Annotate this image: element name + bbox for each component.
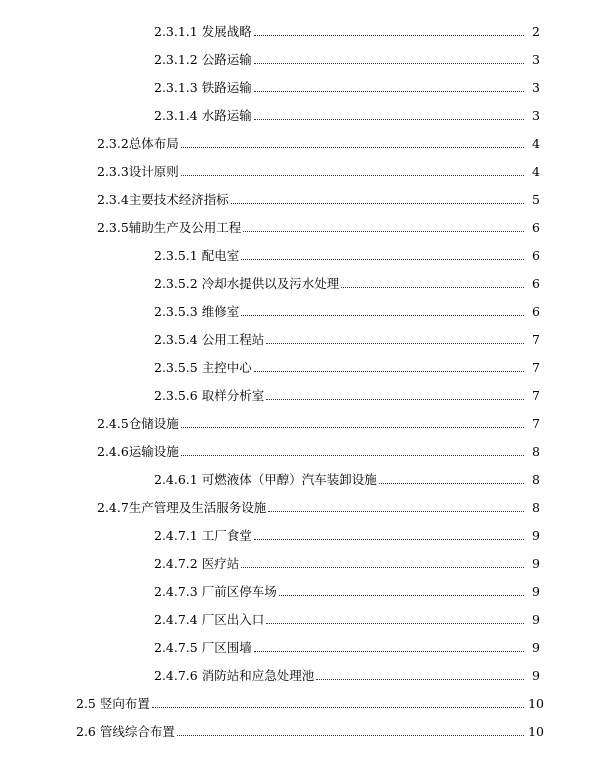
toc-entry-page: 6 xyxy=(532,220,540,235)
toc-entry-2-3-1-1[interactable] xyxy=(154,20,540,40)
dot-leader xyxy=(266,623,524,624)
toc-entry-page: 3 xyxy=(532,52,540,67)
toc-entry-2-3-5-1[interactable] xyxy=(154,244,540,264)
toc-entry-title: 2.4.7.4 厂区出入口 xyxy=(154,612,265,627)
toc-entry-title: 2.4.7.1 工厂食堂 xyxy=(154,528,252,543)
toc-entry-title: 2.3.3设计原则 xyxy=(97,164,179,179)
toc-entry-2-3-3[interactable] xyxy=(97,160,540,180)
toc-entry-page: 7 xyxy=(532,416,540,431)
dot-leader xyxy=(266,343,524,344)
dot-leader xyxy=(181,427,524,428)
toc-entry-2-3-4[interactable] xyxy=(97,188,540,208)
toc-entry-page: 6 xyxy=(532,276,540,291)
toc-entry-2-3-5-2[interactable] xyxy=(154,272,540,292)
toc-entry-page: 4 xyxy=(532,136,540,151)
toc-entry-title: 2.3.5.3 维修室 xyxy=(154,304,240,319)
dot-leader xyxy=(266,399,524,400)
dot-leader xyxy=(254,63,524,64)
toc-entry-page: 7 xyxy=(532,388,540,403)
toc-entry-page: 9 xyxy=(532,528,540,543)
toc-entry-page: 8 xyxy=(532,500,540,515)
toc-entry-title: 2.3.5.4 公用工程站 xyxy=(154,332,265,347)
dot-leader xyxy=(341,287,524,288)
toc-entry-page: 5 xyxy=(532,192,540,207)
toc-entry-title: 2.3.5.2 冷却水提供以及污水处理 xyxy=(154,276,340,291)
toc-entry-2-4-7-1[interactable] xyxy=(154,524,540,544)
toc-entry-title: 2.4.6.1 可燃液体（甲醇）汽车装卸设施 xyxy=(154,472,377,487)
dot-leader xyxy=(181,455,524,456)
toc-entry-page: 6 xyxy=(532,304,540,319)
toc-entry-title: 2.4.6运输设施 xyxy=(97,444,179,459)
toc-entry-2-3-5[interactable] xyxy=(97,216,540,236)
toc-entry-title: 2.3.5辅助生产及公用工程 xyxy=(97,220,242,235)
toc-entry-title: 2.4.7生产管理及生活服务设施 xyxy=(97,500,267,515)
toc-entry-2-4-7[interactable] xyxy=(97,496,540,516)
toc-entry-page: 9 xyxy=(532,584,540,599)
toc-entry-title: 2.4.5仓储设施 xyxy=(97,416,179,431)
toc-entry-title: 2.3.2总体布局 xyxy=(97,136,179,151)
dot-leader xyxy=(254,119,524,120)
toc-entry-2-4-6-1[interactable] xyxy=(154,468,540,488)
toc-entry-title: 2.3.5.1 配电室 xyxy=(154,248,240,263)
toc-entry-title: 2.3.1.4 水路运输 xyxy=(154,108,252,123)
toc-entry-2-3-5-6[interactable] xyxy=(154,384,540,404)
dot-leader xyxy=(254,371,524,372)
toc-entry-2-3-1-3[interactable] xyxy=(154,76,540,96)
dot-leader xyxy=(241,315,524,316)
dot-leader xyxy=(268,511,524,512)
toc-entry-title: 2.5 竖向布置 xyxy=(76,696,150,711)
dot-leader xyxy=(254,91,524,92)
dot-leader xyxy=(181,147,524,148)
toc-entry-title: 2.4.7.3 厂前区停车场 xyxy=(154,584,277,599)
toc-entry-2-3-5-3[interactable] xyxy=(154,300,540,320)
toc-entry-page: 2 xyxy=(532,24,540,39)
dot-leader xyxy=(152,707,524,708)
toc-entry-page: 9 xyxy=(532,668,540,683)
toc-entry-page: 7 xyxy=(532,332,540,347)
toc-entry-page: 3 xyxy=(532,80,540,95)
toc-entry-title: 2.3.5.6 取样分析室 xyxy=(154,388,265,403)
toc-entry-title: 2.3.1.2 公路运输 xyxy=(154,52,252,67)
toc-entry-page: 10 xyxy=(528,696,544,711)
toc-entry-2-4-7-4[interactable] xyxy=(154,608,540,628)
toc-entry-page: 8 xyxy=(532,472,540,487)
toc-entry-title: 2.3.1.3 铁路运输 xyxy=(154,80,252,95)
toc-entry-page: 4 xyxy=(532,164,540,179)
toc-entry-2-4-7-5[interactable] xyxy=(154,636,540,656)
toc-entry-2-3-5-4[interactable] xyxy=(154,328,540,348)
dot-leader xyxy=(181,175,524,176)
toc-entry-page: 8 xyxy=(532,444,540,459)
toc-entry-page: 3 xyxy=(532,108,540,123)
dot-leader xyxy=(254,539,524,540)
toc-entry-2-4-5[interactable] xyxy=(97,412,540,432)
dot-leader xyxy=(177,735,524,736)
toc-entry-page: 9 xyxy=(532,556,540,571)
toc-entry-page: 6 xyxy=(532,248,540,263)
dot-leader xyxy=(254,35,524,36)
toc-entry-2-4-7-2[interactable] xyxy=(154,552,540,572)
toc-entry-title: 2.3.5.5 主控中心 xyxy=(154,360,252,375)
toc-entry-2-4-7-6[interactable] xyxy=(154,664,540,684)
toc-entry-2-4-6[interactable] xyxy=(97,440,540,460)
toc-entry-2-3-1-2[interactable] xyxy=(154,48,540,68)
toc-entry-title: 2.3.1.1 发展战略 xyxy=(154,24,252,39)
dot-leader xyxy=(254,651,524,652)
toc-entry-2-4-7-3[interactable] xyxy=(154,580,540,600)
dot-leader xyxy=(316,679,524,680)
toc-entry-2-3-1-4[interactable] xyxy=(154,104,540,124)
toc-entry-title: 2.4.7.5 厂区围墙 xyxy=(154,640,252,655)
dot-leader xyxy=(231,203,524,204)
toc-entry-title: 2.4.7.6 消防站和应急处理池 xyxy=(154,668,315,683)
toc-entry-page: 9 xyxy=(532,612,540,627)
toc-entry-page: 10 xyxy=(528,724,544,739)
dot-leader xyxy=(241,567,524,568)
toc-entry-title: 2.3.4主要技术经济指标 xyxy=(97,192,229,207)
toc-entry-title: 2.4.7.2 医疗站 xyxy=(154,556,240,571)
dot-leader xyxy=(279,595,524,596)
toc-entry-2-3-5-5[interactable] xyxy=(154,356,540,376)
toc-entry-page: 7 xyxy=(532,360,540,375)
toc-entry-title: 2.6 管线综合布置 xyxy=(76,724,175,739)
dot-leader xyxy=(243,231,524,232)
toc-entry-page: 9 xyxy=(532,640,540,655)
toc-entry-2-5[interactable] xyxy=(76,692,544,712)
dot-leader xyxy=(241,259,524,260)
dot-leader xyxy=(379,483,524,484)
toc-entry-2-6[interactable] xyxy=(76,720,544,740)
toc-entry-2-3-2[interactable] xyxy=(97,132,540,152)
